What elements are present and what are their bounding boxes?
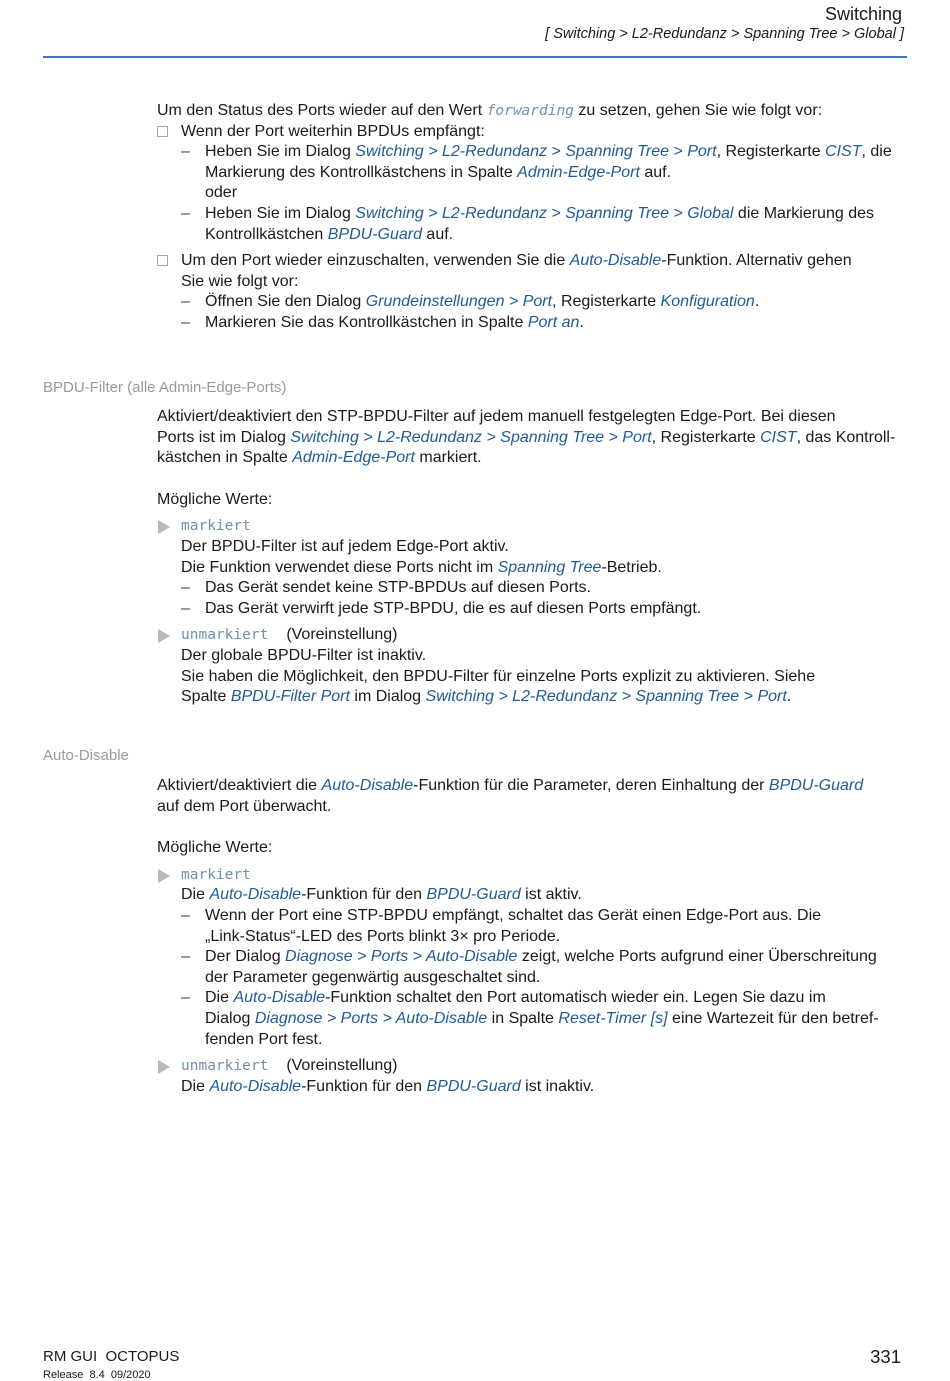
ui-path: BPDU-Guard — [426, 1077, 521, 1095]
dash-icon: – — [181, 989, 190, 1007]
ui-path: Switching > L2-Redundanz > Spanning Tree > Port — [355, 143, 717, 161]
sub-bullet: – Heben Sie im Dialog Switching > L2-Redundanz > Spanning Tree > Global die Markierung des — [157, 204, 907, 225]
text-line: Ports ist im Dialog Switching > L2-Redundanz > Spanning Tree > Port, Registerkarte CIST, das Kontroll- — [157, 428, 896, 446]
bpdu-filter-section — [157, 407, 907, 708]
dash-icon: – — [181, 204, 190, 222]
header-breadcrumb: [ Switching > L2-Redundanz > Spanning Tree > Global ] — [545, 26, 904, 42]
ui-path: Auto-Disable — [209, 1077, 302, 1095]
value-item-markiert — [157, 865, 907, 886]
sub-bullet: – Das Gerät verwirft jede STP-BPDU, die es auf diesen Ports empfängt. — [157, 599, 907, 620]
sub-bullet-cont: fenden Port fest. — [205, 1030, 323, 1048]
sub-bullet-cont: Dialog Diagnose > Ports > Auto-Disable in Spalte Reset-Timer [s] eine Wartezeit für den betref- — [205, 1009, 879, 1027]
triangle-bullet-icon — [158, 1060, 170, 1074]
ui-path: BPDU-Guard — [327, 225, 422, 243]
text-line: Der BPDU-Filter ist auf jedem Edge-Port aktiv. — [181, 537, 509, 555]
ui-path: Admin-Edge-Port — [292, 449, 415, 467]
header-title: Switching — [824, 4, 902, 24]
text-line: Die Auto-Disable-Funktion für den BPDU-Guard ist inaktiv. — [181, 1077, 595, 1095]
bullet-cont: Sie wie folgt vor: — [181, 272, 299, 290]
sub-bullet-cont: Markierung des Kontrollkästchens in Spalte Admin-Edge-Port auf. — [205, 163, 672, 181]
ui-path: BPDU-Guard — [426, 886, 521, 904]
dash-icon: – — [181, 599, 190, 617]
ui-path: Switching > L2-Redundanz > Spanning Tree > Port — [425, 688, 787, 706]
ui-path: Switching > L2-Redundanz > Spanning Tree > Global — [355, 204, 734, 222]
sub-bullet: – Heben Sie im Dialog Switching > L2-Redundanz > Spanning Tree > Port, Registerkarte CIST, die — [157, 142, 907, 163]
ui-path: Auto-Disable — [209, 886, 302, 904]
section-heading-bpdu-filter: BPDU-Filter (alle Admin-Edge-Ports) — [43, 379, 287, 396]
ui-path: BPDU-Filter Port — [230, 688, 350, 706]
oder-text: oder — [205, 184, 238, 202]
ui-path: Grundeinstellungen > Port — [365, 293, 553, 311]
sub-bullet: – Wenn der Port eine STP-BPDU empfängt, schaltet das Gerät einen Edge-Port aus. Die — [157, 906, 907, 927]
ui-path: Diagnose > Ports > Auto-Disable — [285, 948, 518, 966]
text-line: Sie haben die Möglichkeit, den BPDU-Filter für einzelne Ports explizit zu aktivieren. Siehe — [181, 667, 816, 685]
value-item-unmarkiert — [157, 1056, 907, 1077]
dash-icon: – — [181, 143, 190, 161]
footer-doc-title: RM GUI OCTOPUS — [43, 1348, 180, 1365]
text: Um den Status des Ports wieder auf den Wert — [157, 102, 487, 119]
text: zu setzen, gehen Sie wie folgt vor: — [573, 102, 823, 119]
square-bullet-icon — [157, 255, 168, 266]
text-line: auf dem Port überwacht. — [157, 797, 332, 815]
text-line: Die Auto-Disable-Funktion für den BPDU-Guard ist aktiv. — [181, 886, 582, 904]
triangle-bullet-icon — [158, 869, 170, 883]
ui-path: BPDU-Guard — [768, 777, 864, 794]
square-bullet-icon — [157, 126, 168, 137]
sub-bullet: – Das Gerät sendet keine STP-BPDUs auf diesen Ports. — [157, 578, 907, 599]
ui-path: Spanning Tree — [497, 558, 602, 576]
ui-path: Auto-Disable — [569, 252, 662, 270]
default-note: (Voreinstellung) — [286, 1057, 398, 1075]
default-note: (Voreinstellung) — [286, 626, 398, 644]
section-heading-auto-disable: Auto-Disable — [43, 747, 129, 764]
footer-release: Release 8.4 09/2020 — [43, 1369, 151, 1381]
sub-bullet: – Öffnen Sie den Dialog Grundeinstellungen > Port, Registerkarte Konfiguration. — [157, 292, 907, 313]
code-value: unmarkiert — [181, 627, 269, 644]
auto-disable-section — [157, 776, 907, 1097]
ui-path: Auto-Disable — [233, 989, 326, 1007]
dash-icon: – — [181, 579, 190, 597]
text-line: Aktiviert/deaktiviert die Auto-Disable-Funktion für die Parameter, deren Einhaltung der BPDU-Guard — [157, 777, 864, 794]
text: Wenn der Port weiterhin BPDUs empfängt: — [181, 122, 485, 140]
triangle-bullet-icon — [158, 629, 170, 643]
ui-path: Diagnose > Ports > Auto-Disable — [254, 1009, 488, 1027]
sub-bullet: – Der Dialog Diagnose > Ports > Auto-Disable zeigt, welche Ports aufgrund einer Überschreitung — [157, 947, 907, 968]
value-item-unmarkiert — [157, 625, 907, 646]
triangle-bullet-icon — [158, 520, 170, 534]
header-rule — [43, 56, 907, 58]
ui-path: Reset-Timer [s] — [558, 1009, 668, 1027]
intro-section — [157, 101, 907, 334]
code-value: markiert — [181, 518, 251, 535]
text-line: Spalte BPDU-Filter Port im Dialog Switching > L2-Redundanz > Spanning Tree > Port. — [181, 688, 792, 706]
checkbox-bullet-2: Um den Port wieder einzuschalten, verwenden Sie die Auto-Disable-Funktion. Alternativ gehen — [157, 251, 907, 272]
text-line: Die Funktion verwendet diese Ports nicht im Spanning Tree-Betrieb. — [181, 558, 662, 576]
code-value: unmarkiert — [181, 1058, 269, 1075]
ui-path: CIST — [760, 428, 797, 446]
ui-path: Auto-Disable — [321, 777, 414, 794]
text-line: Der globale BPDU-Filter ist inaktiv. — [181, 646, 427, 664]
code-value: markiert — [181, 866, 251, 883]
sub-bullet-cont: „Link-Status“-LED des Ports blinkt 3× pro Periode. — [205, 927, 561, 945]
intro-paragraph — [157, 101, 907, 122]
sub-bullet-cont: Kontrollkästchen BPDU-Guard auf. — [205, 225, 454, 243]
text-line: kästchen in Spalte Admin-Edge-Port markiert. — [157, 449, 482, 467]
dash-icon: – — [181, 906, 190, 924]
values-label: Mögliche Werte: — [157, 839, 273, 857]
ui-path: Port an — [527, 313, 580, 331]
code-value: forwarding — [486, 103, 574, 119]
checkbox-bullet-1 — [157, 122, 907, 143]
dash-icon: – — [181, 293, 190, 311]
values-label: Mögliche Werte: — [157, 490, 273, 508]
ui-path: Konfiguration — [660, 293, 755, 311]
ui-path: CIST — [825, 143, 862, 161]
sub-bullet: – Markieren Sie das Kontrollkästchen in Spalte Port an. — [157, 313, 907, 334]
ui-path: Admin-Edge-Port — [517, 163, 640, 181]
text-line: Aktiviert/deaktiviert den STP-BPDU-Filter auf jedem manuell festgelegten Edge-Port. Bei diesen — [157, 408, 836, 425]
ui-path: Switching > L2-Redundanz > Spanning Tree > Port — [290, 428, 652, 446]
sub-bullet: – Die Auto-Disable-Funktion schaltet den Port automatisch wieder ein. Legen Sie dazu im — [157, 988, 907, 1009]
dash-icon: – — [181, 313, 190, 331]
sub-bullet-cont: der Parameter gegenwärtig ausgeschaltet sind. — [205, 968, 541, 986]
page-number: 331 — [870, 1346, 901, 1367]
dash-icon: – — [181, 948, 190, 966]
value-item-markiert — [157, 516, 907, 537]
